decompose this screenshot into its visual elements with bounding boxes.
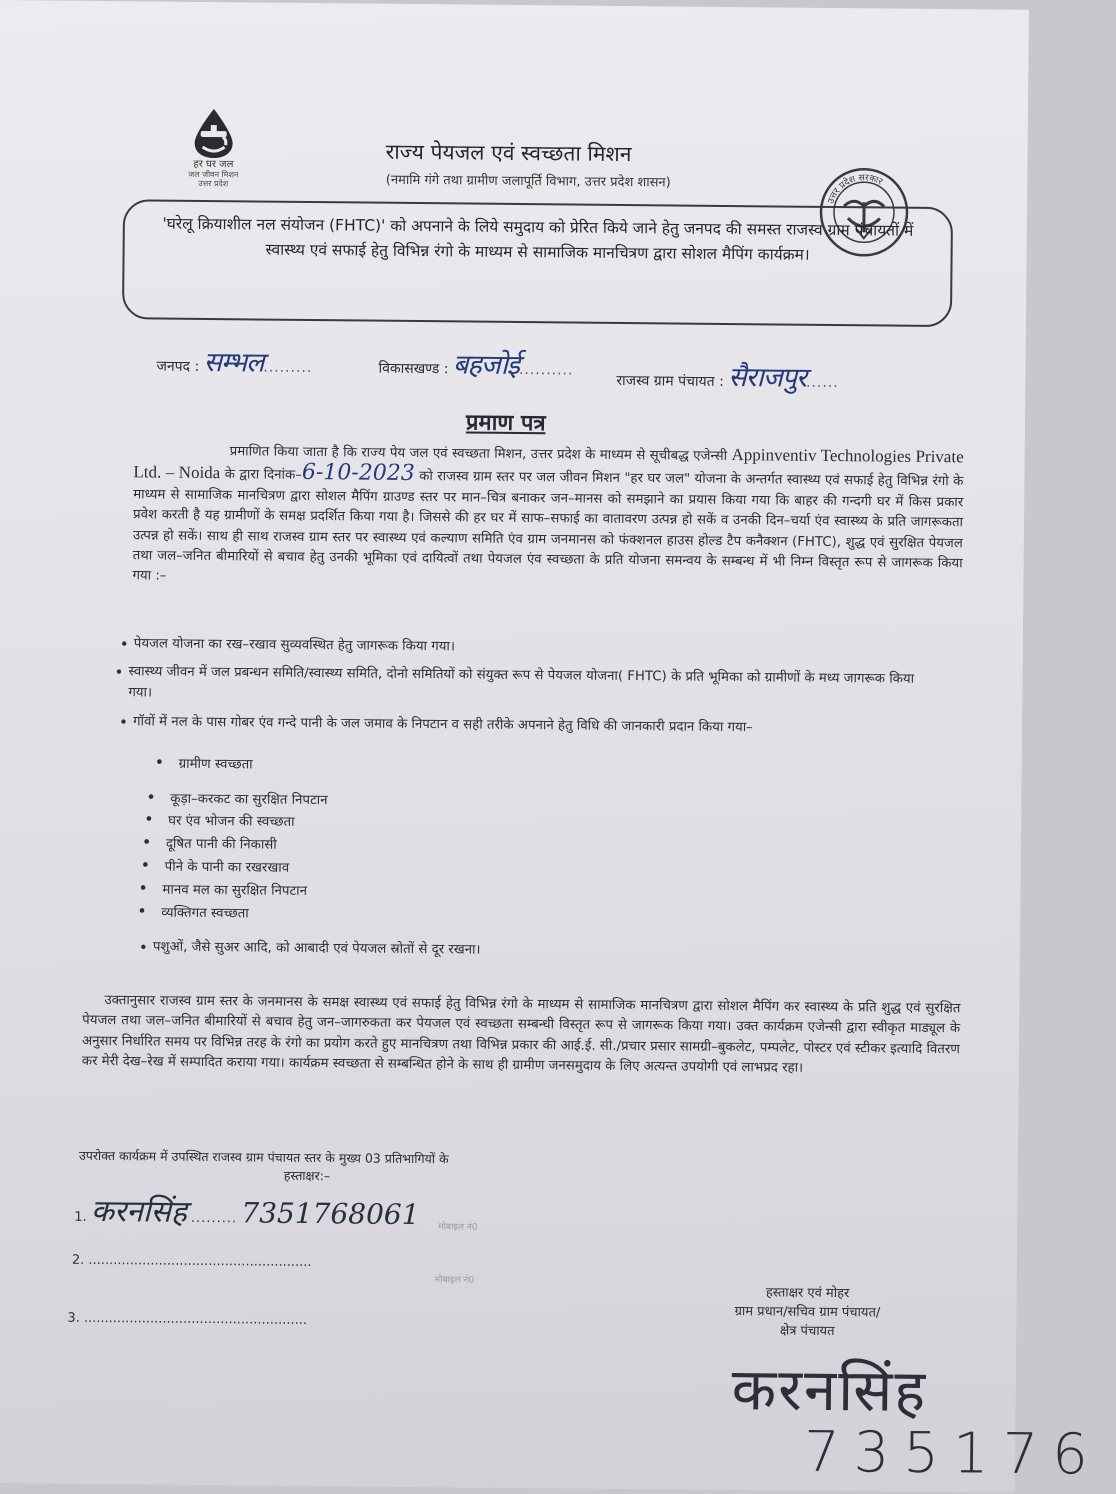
- banner-text: 'घरेलू क्रियाशील नल संयोजन (FHTC)' को अपनाने के लिये समुदाय को प्रेरित किये जाने हेतु जनपद की समस्त राजस्व ग्राम पंचायतों में स्वास्थ्य एवं सफाई हेतु विभिन्न रंगो के माध्यम से सामाजिक मानचित्रण द्वारा सोशल मैपिंग कार्यक्रम।: [162, 215, 913, 264]
- signature-2-number: 2.: [72, 1253, 85, 1268]
- district-dots: .........: [263, 360, 312, 376]
- bullet-item-2: • स्वास्थ्य जीवन में जल प्रबन्धन समिति/स्वास्थ्य समिति, दोनो समितियों को संयुक्त रूप से पेयजल योजना( FHTC) के प्रति भूमिका को ग्रामीणों के मध्य जागरूक किया गया।: [128, 662, 938, 711]
- panchayat-label: राजस्व ग्राम पंचायत :: [616, 373, 724, 390]
- stamp-line-2: ग्राम प्रधान/सचिव ग्राम पंचायत/: [687, 1302, 927, 1323]
- block-value: बहजोई: [453, 349, 519, 381]
- signature-line-2: [72, 1253, 312, 1270]
- logo-line-3: उत्तर प्रदेश: [168, 179, 258, 189]
- certificate-paragraph-1: [132, 439, 963, 595]
- block-field: [378, 344, 573, 383]
- p2-body: उक्तानुसार राजस्व ग्राम स्तर के जनमानस के समक्ष स्वास्थ्य एवं सफाई हेतु विभिन्न रंगो के माध्यम से सामाजिक मानचित्रण द्वारा सोशल मैपिंग कर स्वास्थ्य के प्रति शुद्ध एवं सुरक्षित पेयजल तथा जल–जनित बीमारियों से बचाव हेतु जन–जागरुकता कर पेयजल एवं स्वच्छता सम्बन्धी विस्तृत रूप से जागरूक किया गया। उक्त कार्यक्रम एजेन्सी द्वारा स्वीकृत माड्यूल के अनुसार निर्धारित समय पर विभिन्न तरह के रंगो का प्रयोग करते हुए मानचित्रण तथा विभिन्न प्रकार की आई.ई. सी./प्रचार प्रसार सामग्री–बुकलेट, पम्पलेट, पोस्टर एवं स्टीकर इत्यादि वितरण कर मेरी देख–रेख में सम्पादित कराया गया। कार्यक्रम स्वच्छता से सम्बन्धित होने के साथ ही ग्रामीण जनसमुदाय के लिए अत्यन्त उपयोगी एवं लाभप्रद रहा।: [82, 993, 961, 1076]
- panchayat-field: [616, 356, 839, 395]
- certificate-paragraph-2: [82, 991, 961, 1081]
- pradhan-signature-phone: 735176: [804, 1420, 1102, 1488]
- signature-intro-line: उपरोक्त कार्यक्रम में उपस्थित राजस्व ग्राम पंचायत स्तर के मुख्य 03 प्रतिभागियों के: [79, 1147, 449, 1169]
- sub-item-1: • ग्रामीण स्वच्छता: [179, 754, 253, 773]
- stamp-block: [687, 1283, 928, 1342]
- signature-3-dots: ......................................................: [84, 1311, 307, 1328]
- logo-line-1: हर घर जल: [168, 159, 258, 171]
- bullet-item-4: • पशुओं, जैसे सुअर आदि, को आबादी एवं पेयजल स्रोतों से दूर रखना।: [153, 938, 853, 965]
- mission-title: राज्य पेयजल एवं स्वच्छता मिशन: [298, 137, 718, 169]
- sub-item-7: • व्यक्तिगत स्वच्छता: [161, 903, 249, 922]
- pradhan-signature-name: करनसिंह: [731, 1347, 927, 1428]
- signature-2-dots: ......................................................: [88, 1253, 311, 1270]
- signature-intro-label: हस्ताक्षर:–: [79, 1165, 449, 1187]
- signature-1-phone: 7351768061: [241, 1196, 419, 1231]
- signature-line-1: 1. करनसिंह ......... 7351768061: [74, 1189, 420, 1233]
- district-field: [156, 342, 312, 380]
- signature-1-number: 1.: [74, 1210, 87, 1225]
- signature-3-number: 3.: [67, 1311, 80, 1326]
- mission-subtitle: (नमामि गंगे तथा ग्रामीण जलापूर्ति विभाग, उत्तर प्रदेश शासन): [298, 169, 758, 191]
- stamp-line-3: क्षेत्र पंचायत: [687, 1321, 927, 1342]
- sub-item-4: • दूषित पानी की निकासी: [166, 834, 277, 853]
- seal-text: उत्तर प्रदेश सरकार: [826, 173, 884, 206]
- bullet-item-3: • गॉवों में नल के पास गोबर एंव गन्दे पानी के जल जमाव के निपटान व सही तरीके अपनाने हेतु विधि की जानकारी प्रदान किया गया–: [133, 712, 953, 740]
- signature-intro: [79, 1147, 449, 1187]
- panchayat-dots: ......: [806, 375, 839, 391]
- sub-item-6: • मानव मल का सुरक्षित निपटान: [162, 880, 307, 899]
- p1-date-prefix: के द्वारा दिनांक–: [225, 468, 302, 484]
- block-dots: ..........: [519, 362, 574, 379]
- program-date: 6-10-2023: [302, 460, 415, 486]
- district-label: जनपद :: [156, 359, 199, 375]
- sub-item-3: • घर एंव भोजन की स्वच्छता: [168, 811, 295, 830]
- har-ghar-jal-logo: [168, 107, 259, 189]
- certificate-heading: प्रमाण पत्र: [466, 406, 546, 437]
- sub-item-2: • कूड़ा–करकट का सुरक्षित निपटान: [170, 789, 327, 809]
- signature-line-3: [67, 1311, 307, 1328]
- sub-item-5: • पीने के पानी का रखरखाव: [165, 857, 290, 876]
- location-fields: [156, 332, 946, 390]
- agency-name: Appinventiv Technologies Private Ltd. – Noida: [133, 445, 963, 482]
- program-banner: [122, 199, 953, 327]
- district-value: सम्भल: [204, 347, 264, 379]
- logo-line-2: जल जीवन मिशन: [168, 170, 258, 180]
- water-drop-tap-icon: [188, 107, 238, 159]
- signature-1-name: करनसिंह: [91, 1194, 187, 1230]
- p1-intro: प्रमाणित किया जाता है कि राज्य पेय जल एवं स्वच्छता मिशन, उत्तर प्रदेश के माध्यम से सूचीबद्ध एजेन्सी: [134, 443, 728, 464]
- panchayat-value: सैराजपुर: [728, 362, 806, 394]
- faint-label-1: मोबाइल नं0: [438, 1219, 477, 1232]
- stamp-line-1: हस्ताक्षर एवं मोहर: [688, 1283, 928, 1304]
- faint-label-2: मोबाइल नं0: [435, 1272, 474, 1285]
- p1-body: को राजस्व ग्राम स्तर पर जल जीवन मिशन "हर घर जल" योजना के अन्तर्गत स्वास्थ्य एवं सफाई हेतु विभिन्न रंगो के माध्यम से सामाजिक मानचित्रण द्वारा सोशल मैपिंग ग्राउण्ड स्तर पर मान–चित्र बनाकर जन–मानस को समझाने का प्रयास किया गया कि बाहर की गन्दगी घर में किस प्रकार प्रवेश करती है यह ग्रामीणों के समक्ष प्रदर्शित किया गया है। जिससे की हर घर में साफ–सफाई का वातावरण उत्पन्न हो सकें व उनकी दिन–चर्या एंव स्वास्थ्य के प्रति जागरूकता उत्पन्न हो सकें। साथ ही साथ राजस्व ग्राम स्तर पर स्वास्थ्य एवं कल्याण समिति एंव ग्राम जनमानस को फंक्शनल हाउस होल्ड टैप कनैक्शन (FHTC), शुद्ध एवं सुरक्षित पेयजल तथा जल–जनित बीमारियों से बचाव हेतु उनकी भूमिका एवं दायित्वों तथा पेयजल एंव स्वच्छता के प्रति योजना समन्वय के सम्बन्ध में भी निम्न विस्तृत रूप से जागरूक किया गया :–: [132, 469, 963, 584]
- bullet-item-1: • पेयजल योजना का रख–रखाव सुव्यवस्थित हेतु जागरूक किया गया।: [134, 634, 954, 662]
- block-label: विकासखण्ड :: [378, 361, 448, 378]
